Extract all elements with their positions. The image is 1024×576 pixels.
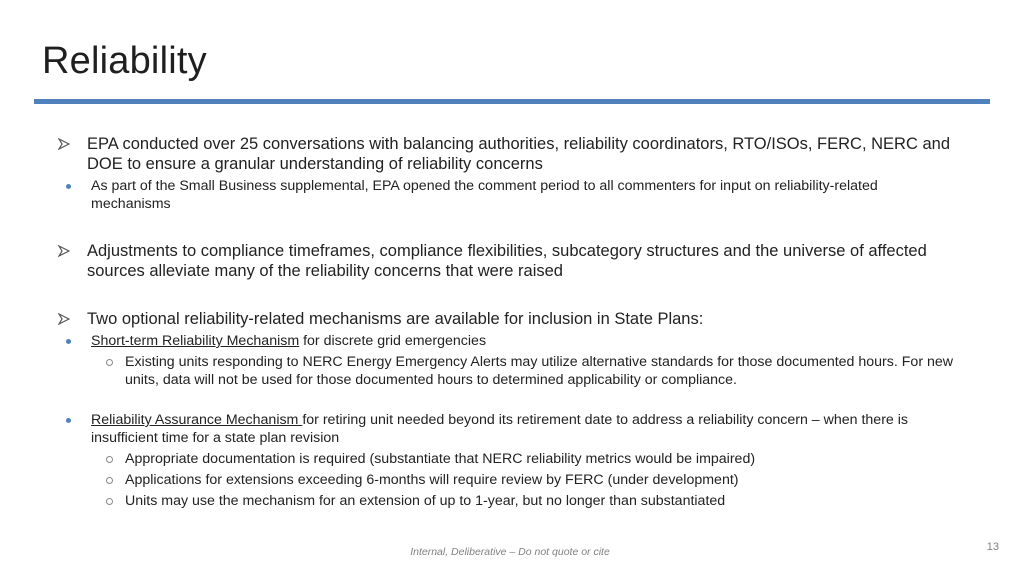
bullet-2 <box>58 241 958 281</box>
bullet-3-sub-2-item-2-text: Applications for extensions exceeding 6-months will require review by FERC (under development) <box>125 472 739 488</box>
bullet-3-sub-2 <box>29 411 958 447</box>
reliability-assurance-mechanism-link[interactable]: Reliability Assurance Mechanism <box>91 412 303 428</box>
bullet-3-sub-1-item-1 <box>29 353 958 389</box>
circle-bullet-icon <box>106 456 113 463</box>
bullet-3-sub-2-text: for retiring unit needed beyond its retirement date to address a reliability concern – when there is insufficient time for a state plan revision <box>91 412 908 446</box>
bullet-3-text: Two optional reliability-related mechanisms are available for inclusion in State Plans: <box>87 310 704 328</box>
title-divider <box>34 99 990 104</box>
bullet-3-sub-2-item-2 <box>29 471 958 489</box>
circle-bullet-icon <box>106 477 113 484</box>
bullet-3-sub-1-text: for discrete grid emergencies <box>299 333 487 349</box>
bullet-3-sub-2-item-1 <box>29 450 958 468</box>
bullet-3-sub-2-item-1-text: Appropriate documentation is required (substantiate that NERC reliability metrics would be impaired) <box>125 451 756 467</box>
dot-bullet-icon <box>66 339 71 344</box>
dot-bullet-icon <box>66 184 71 189</box>
bullet-1 <box>58 134 958 174</box>
bullet-2-text: Adjustments to compliance timeframes, compliance flexibilities, subcategory structures and the universe of affected sources alleviate many of the reliability concerns that were raised <box>87 242 927 280</box>
bullet-1-text: EPA conducted over 25 conversations with balancing authorities, reliability coordinators, RTO/ISOs, FERC, NERC and DOE to ensure a granular understanding of reliability concerns <box>87 135 950 173</box>
page-number: 13 <box>986 541 999 553</box>
bullet-3-sub-2-item-3 <box>29 492 958 510</box>
bullet-1-sub-1-text: As part of the Small Business supplemental, EPA opened the comment period to all commenters for input on reliability-related mechanisms <box>91 178 878 212</box>
slide-title: Reliability <box>42 40 207 82</box>
arrow-bullet-icon <box>58 313 70 325</box>
arrow-bullet-icon <box>58 245 70 257</box>
bullet-3-sub-1 <box>29 332 958 350</box>
bullet-3-sub-2-item-3-text: Units may use the mechanism for an extension of up to 1-year, but no longer than substantiated <box>125 493 726 509</box>
bullet-3-sub-1-item-1-text: Existing units responding to NERC Energy Emergency Alerts may utilize alternative standards for those documented hours. For new units, data will not be used for those documented hours to determined applicability or compliance. <box>125 354 954 388</box>
short-term-reliability-mechanism-link[interactable]: Short-term Reliability Mechanism <box>91 333 300 349</box>
footer-text: Internal, Deliberative – Do not quote or cite <box>410 546 610 558</box>
bullet-1-sub-1 <box>29 177 958 213</box>
arrow-bullet-icon <box>58 138 70 150</box>
circle-bullet-icon <box>106 359 113 366</box>
circle-bullet-icon <box>106 498 113 505</box>
bullet-3 <box>58 309 958 329</box>
footer-disclaimer <box>0 546 1024 558</box>
slide-body <box>58 134 958 510</box>
dot-bullet-icon <box>66 418 71 423</box>
